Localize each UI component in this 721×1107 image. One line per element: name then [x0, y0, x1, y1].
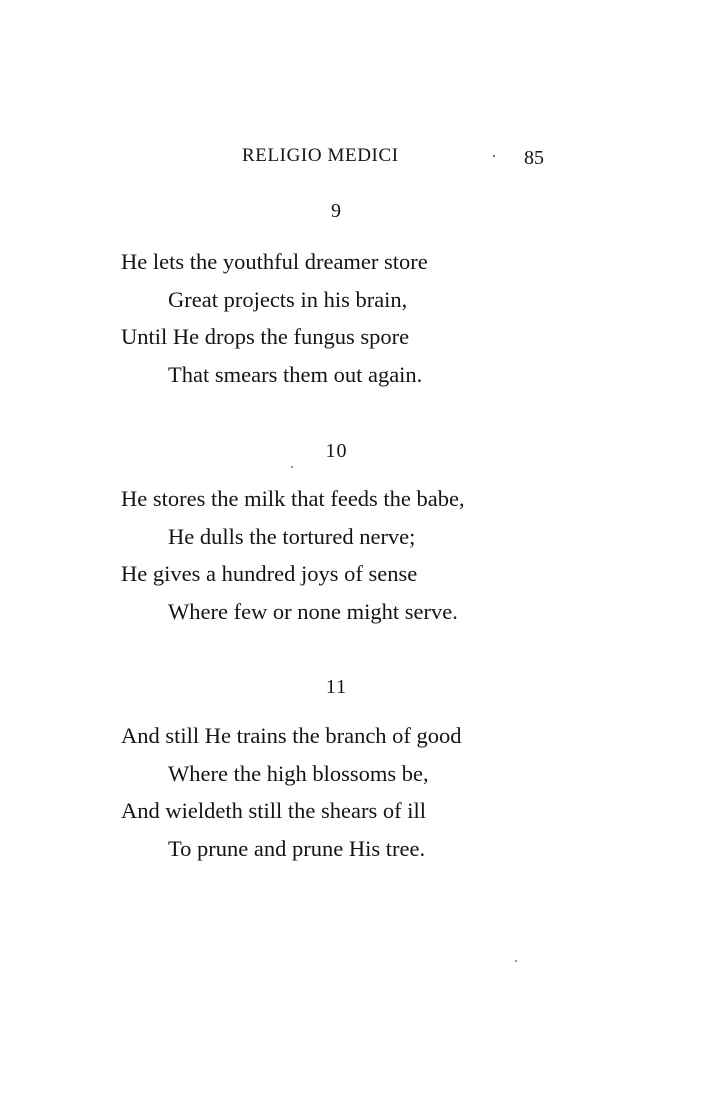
verse-line: And still He trains the branch of good [121, 723, 462, 748]
verse-line: Until He drops the fungus spore [121, 324, 410, 349]
verse-line: Where few or none might serve. [168, 598, 458, 624]
verse-line: That smears them out again. [168, 361, 423, 387]
print-speck [515, 960, 517, 962]
verse-line: He stores the milk that feeds the babe, [121, 486, 465, 511]
print-speck [291, 466, 293, 468]
verse-line: He gives a hundred joys of sense [121, 561, 418, 586]
print-speck [493, 155, 495, 157]
verse-line: He lets the youthful dreamer store [121, 249, 428, 274]
stanza [121, 243, 641, 393]
stanza-number: 11 [325, 676, 348, 698]
verse-line: Great projects in his brain, [168, 286, 408, 312]
running-head [0, 145, 721, 171]
verse-line: He dulls the tortured nerve; [168, 523, 416, 549]
stanza-number: 9 [331, 200, 342, 222]
verse-line: And wieldeth still the shears of ill [121, 798, 426, 823]
stanza [121, 717, 641, 867]
page-number: 85 [524, 147, 544, 169]
stanza-number: 10 [325, 440, 348, 462]
stanza [121, 480, 641, 630]
verse-line: To prune and prune His tree. [168, 835, 426, 861]
running-title: RELIGIO MEDICI [242, 145, 399, 166]
verse-line: Where the high blossoms be, [168, 760, 429, 786]
